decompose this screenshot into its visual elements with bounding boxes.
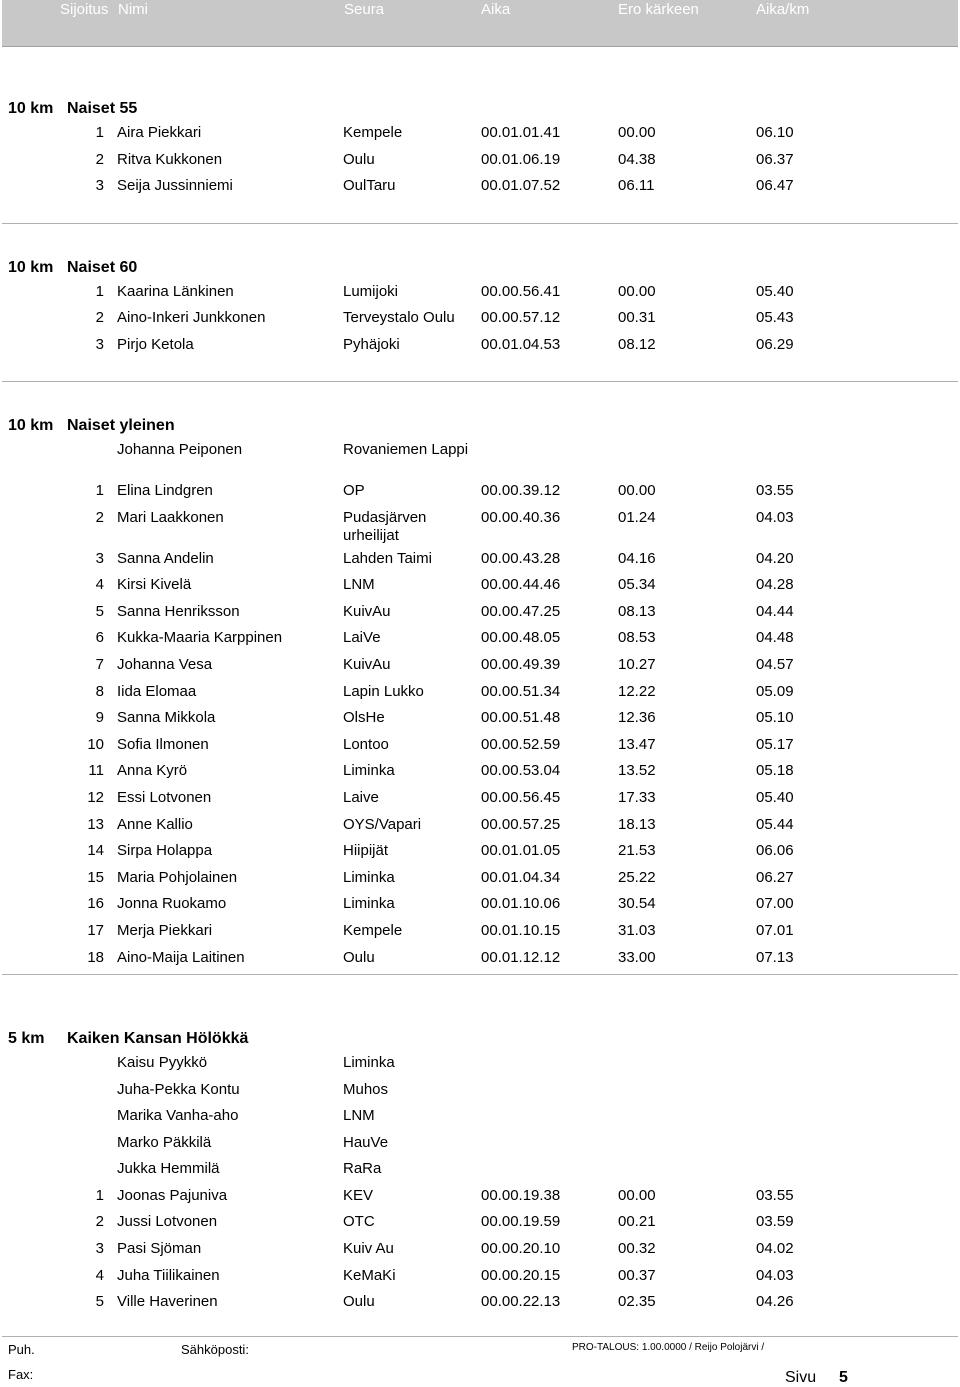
header-name: Nimi xyxy=(118,1,148,18)
cell-pace: 04.02 xyxy=(756,1240,794,1257)
cell-time: 00.00.20.10 xyxy=(481,1240,561,1257)
cell-name: Kaisu Pyykkö xyxy=(117,1054,208,1071)
cell-pace: 04.44 xyxy=(756,603,794,620)
cell-diff: 33.00 xyxy=(618,949,656,966)
cell-name: Sanna Mikkola xyxy=(117,709,216,726)
cell-rank: 4 xyxy=(95,576,104,593)
cell-pace: 05.44 xyxy=(756,816,794,833)
cell-diff: 30.54 xyxy=(618,895,656,912)
table-row xyxy=(0,842,960,868)
cell-rank: 6 xyxy=(95,629,104,646)
cell-club: Oulu xyxy=(343,1293,375,1310)
cell-club: RaRa xyxy=(343,1160,382,1177)
table-row xyxy=(0,124,960,150)
cell-club: Liminka xyxy=(343,762,395,779)
cell-diff: 13.47 xyxy=(618,736,656,753)
cell-time: 00.01.12.12 xyxy=(481,949,561,966)
cell-pace: 03.55 xyxy=(756,482,794,499)
header-pace: Aika/km xyxy=(756,1,810,18)
cell-diff: 08.13 xyxy=(618,603,656,620)
cell-name: Kukka-Maaria Karppinen xyxy=(117,629,283,646)
cell-name: Sirpa Holappa xyxy=(117,842,213,859)
cell-club: Pyhäjoki xyxy=(343,336,400,353)
cell-pace: 05.40 xyxy=(756,789,794,806)
cell-pace: 04.03 xyxy=(756,1267,794,1284)
cell-diff: 00.00 xyxy=(618,124,656,141)
cell-pace: 04.20 xyxy=(756,550,794,567)
cell-club: LaiVe xyxy=(343,629,381,646)
cell-diff: 04.16 xyxy=(618,550,656,567)
cell-rank: 15 xyxy=(87,869,104,886)
cell-name: Jussi Lotvonen xyxy=(117,1213,218,1230)
cell-diff: 10.27 xyxy=(618,656,656,673)
cell-club: Terveystalo Oulu xyxy=(343,309,455,326)
cell-club: Kempele xyxy=(343,922,403,939)
section-name: Kaiken Kansan Hölökkä xyxy=(67,1030,249,1047)
section-distance: 5 km xyxy=(8,1030,45,1047)
cell-time: 00.00.51.34 xyxy=(481,683,561,700)
cell-rank: 7 xyxy=(95,656,104,673)
cell-diff: 13.52 xyxy=(618,762,656,779)
cell-diff: 06.11 xyxy=(618,177,655,194)
cell-pace: 06.27 xyxy=(756,869,794,886)
phone-label: Puh. xyxy=(8,1342,35,1357)
cell-pace: 06.29 xyxy=(756,336,794,353)
cell-time: 00.00.56.41 xyxy=(481,283,561,300)
cell-diff: 02.35 xyxy=(618,1293,656,1310)
cell-club: OYS/Vapari xyxy=(343,816,422,833)
cell-rank: 2 xyxy=(95,309,104,326)
cell-time: 00.00.22.13 xyxy=(481,1293,561,1310)
cell-rank: 1 xyxy=(95,482,104,499)
cell-rank: 5 xyxy=(95,1293,104,1310)
cell-pace: 05.43 xyxy=(756,309,794,326)
cell-club: KEV xyxy=(343,1187,374,1204)
software-info: PRO-TALOUS: 1.00.0000 / Reijo Polojärvi / xyxy=(572,1342,765,1353)
cell-time: 00.00.20.15 xyxy=(481,1267,561,1284)
cell-time: 00.01.06.19 xyxy=(481,151,561,168)
cell-name: Sanna Andelin xyxy=(117,550,214,567)
cell-pace: 04.57 xyxy=(756,656,794,673)
cell-time: 00.00.43.28 xyxy=(481,550,561,567)
cell-club: Kuiv Au xyxy=(343,1240,394,1257)
cell-pace: 07.13 xyxy=(756,949,794,966)
cell-rank: 2 xyxy=(95,1213,104,1230)
cell-pace: 06.47 xyxy=(756,177,794,194)
cell-time: 00.00.51.48 xyxy=(481,709,561,726)
cell-diff: 08.12 xyxy=(618,336,656,353)
section-name: Naiset 60 xyxy=(67,259,138,276)
cell-club: Kempele xyxy=(343,124,403,141)
cell-club: Laive xyxy=(343,789,379,806)
table-row xyxy=(0,869,960,895)
header-rank: Sijoitus xyxy=(60,1,109,18)
cell-pace: 07.01 xyxy=(756,922,794,939)
table-row xyxy=(0,1187,960,1213)
table-row xyxy=(0,441,960,467)
cell-time: 00.01.01.41 xyxy=(481,124,561,141)
cell-name: Joonas Pajuniva xyxy=(117,1187,228,1204)
cell-pace: 07.00 xyxy=(756,895,794,912)
cell-rank: 18 xyxy=(87,949,104,966)
cell-pace: 06.37 xyxy=(756,151,794,168)
section-distance: 10 km xyxy=(8,417,54,434)
cell-pace: 04.26 xyxy=(756,1293,794,1310)
page-number: 5 xyxy=(839,1369,848,1386)
cell-club: Rovaniemen Lappi xyxy=(343,441,469,458)
cell-time: 00.00.40.36 xyxy=(481,509,561,526)
cell-name: Elina Lindgren xyxy=(117,482,213,499)
cell-time: 00.01.10.06 xyxy=(481,895,561,912)
table-row xyxy=(0,1293,960,1319)
table-row xyxy=(0,762,960,788)
cell-pace: 05.10 xyxy=(756,709,794,726)
cell-name: Marko Päkkilä xyxy=(117,1134,212,1151)
cell-rank: 1 xyxy=(95,283,104,300)
footer-divider xyxy=(2,1336,958,1337)
section-name: Naiset 55 xyxy=(67,100,138,117)
table-row xyxy=(0,1267,960,1293)
table-row xyxy=(0,709,960,735)
cell-diff: 00.00 xyxy=(618,482,656,499)
cell-time: 00.00.19.38 xyxy=(481,1187,561,1204)
cell-pace: 03.59 xyxy=(756,1213,794,1230)
table-row xyxy=(0,949,960,975)
cell-time: 00.00.49.39 xyxy=(481,656,561,673)
cell-rank: 16 xyxy=(87,895,104,912)
cell-time: 00.00.19.59 xyxy=(481,1213,561,1230)
cell-name: Pasi Sjöman xyxy=(117,1240,202,1257)
cell-diff: 17.33 xyxy=(618,789,656,806)
cell-rank: 3 xyxy=(95,550,104,567)
cell-club: OP xyxy=(343,482,365,499)
cell-pace: 04.28 xyxy=(756,576,794,593)
cell-name: Jukka Hemmilä xyxy=(117,1160,220,1177)
cell-rank: 3 xyxy=(95,336,104,353)
cell-diff: 00.37 xyxy=(618,1267,656,1284)
table-row xyxy=(0,736,960,762)
cell-club: KuivAu xyxy=(343,656,391,673)
cell-club: Liminka xyxy=(343,895,395,912)
cell-diff: 31.03 xyxy=(618,922,656,939)
cell-rank: 1 xyxy=(95,1187,104,1204)
cell-club: KeMaKi xyxy=(343,1267,396,1284)
header-time: Aika xyxy=(481,1,511,18)
cell-name: Anne Kallio xyxy=(117,816,193,833)
cell-diff: 18.13 xyxy=(618,816,656,833)
table-row xyxy=(0,1240,960,1266)
cell-pace: 03.55 xyxy=(756,1187,794,1204)
table-row xyxy=(0,789,960,815)
cell-time: 00.00.47.25 xyxy=(481,603,561,620)
cell-club: Hiipijät xyxy=(343,842,389,859)
cell-rank: 8 xyxy=(95,683,104,700)
cell-name: Aino-Inkeri Junkkonen xyxy=(117,309,266,326)
cell-rank: 13 xyxy=(87,816,104,833)
cell-pace: 05.40 xyxy=(756,283,794,300)
cell-club: Lumijoki xyxy=(343,283,399,300)
cell-rank: 10 xyxy=(87,736,104,753)
cell-name: Merja Piekkari xyxy=(117,922,213,939)
cell-pace: 04.48 xyxy=(756,629,794,646)
section-distance: 10 km xyxy=(8,100,54,117)
table-row xyxy=(0,576,960,602)
section-distance: 10 km xyxy=(8,259,54,276)
cell-name: Kaarina Länkinen xyxy=(117,283,234,300)
table-row xyxy=(0,177,960,203)
cell-name: Johanna Vesa xyxy=(117,656,213,673)
cell-club: Oulu xyxy=(343,949,375,966)
table-row xyxy=(0,151,960,177)
cell-diff: 00.21 xyxy=(618,1213,656,1230)
table-row xyxy=(0,1160,960,1186)
cell-diff: 08.53 xyxy=(618,629,656,646)
cell-diff: 12.22 xyxy=(618,683,656,700)
page-footer xyxy=(0,1336,960,1386)
cell-pace: 05.17 xyxy=(756,736,794,753)
cell-rank: 4 xyxy=(95,1267,104,1284)
cell-time: 00.00.48.05 xyxy=(481,629,561,646)
table-row xyxy=(0,895,960,921)
table-row xyxy=(0,1054,960,1080)
email-label: Sähköposti: xyxy=(181,1342,249,1357)
cell-pace: 06.06 xyxy=(756,842,794,859)
cell-name: Iida Elomaa xyxy=(117,683,197,700)
table-row xyxy=(0,683,960,709)
cell-time: 00.00.39.12 xyxy=(481,482,561,499)
cell-rank: 14 xyxy=(87,842,104,859)
cell-name: Seija Jussinniemi xyxy=(117,177,233,194)
cell-name: Juha Tiilikainen xyxy=(117,1267,220,1284)
cell-club: HauVe xyxy=(343,1134,389,1151)
cell-diff: 04.38 xyxy=(618,151,656,168)
table-row xyxy=(0,629,960,655)
section-divider xyxy=(2,381,958,382)
cell-time: 00.00.56.45 xyxy=(481,789,561,806)
page-label: Sivu xyxy=(785,1369,817,1386)
table-row xyxy=(0,283,960,309)
cell-time: 00.00.57.12 xyxy=(481,309,561,326)
cell-diff: 12.36 xyxy=(618,709,656,726)
cell-time: 00.01.01.05 xyxy=(481,842,561,859)
section-name: Naiset yleinen xyxy=(67,417,175,434)
cell-time: 00.00.53.04 xyxy=(481,762,561,779)
cell-diff: 21.53 xyxy=(618,842,656,859)
cell-name: Aira Piekkari xyxy=(117,124,202,141)
table-row xyxy=(0,482,960,508)
cell-name: Sofia Ilmonen xyxy=(117,736,209,753)
cell-time: 00.00.52.59 xyxy=(481,736,561,753)
cell-diff: 00.00 xyxy=(618,283,656,300)
cell-name: Maria Pohjolainen xyxy=(117,869,238,886)
cell-time: 00.01.04.53 xyxy=(481,336,561,353)
cell-club: LNM xyxy=(343,1107,375,1124)
table-row xyxy=(0,656,960,682)
cell-club: Pudasjärven urheilijat xyxy=(343,509,427,544)
cell-club: Muhos xyxy=(343,1081,389,1098)
cell-club: Lapin Lukko xyxy=(343,683,424,700)
cell-name: Marika Vanha-aho xyxy=(117,1107,239,1124)
cell-diff: 00.32 xyxy=(618,1240,656,1257)
cell-club: Lahden Taimi xyxy=(343,550,432,567)
cell-club: Oulu xyxy=(343,151,375,168)
cell-club: OTC xyxy=(343,1213,375,1230)
cell-name: Ville Haverinen xyxy=(117,1293,218,1310)
cell-diff: 05.34 xyxy=(618,576,656,593)
table-row xyxy=(0,1213,960,1239)
cell-time: 00.01.07.52 xyxy=(481,177,561,194)
cell-diff: 00.00 xyxy=(618,1187,656,1204)
cell-rank: 3 xyxy=(95,177,104,194)
cell-diff: 00.31 xyxy=(618,309,656,326)
cell-name: Essi Lotvonen xyxy=(117,789,212,806)
cell-rank: 3 xyxy=(95,1240,104,1257)
cell-name: Jonna Ruokamo xyxy=(117,895,227,912)
cell-time: 00.00.44.46 xyxy=(481,576,561,593)
header-diff: Ero kärkeen xyxy=(618,1,699,18)
cell-name: Juha-Pekka Kontu xyxy=(117,1081,240,1098)
cell-pace: 04.03 xyxy=(756,509,794,526)
cell-rank: 17 xyxy=(87,922,104,939)
cell-rank: 1 xyxy=(95,124,104,141)
cell-club: KuivAu xyxy=(343,603,391,620)
cell-club: OulTaru xyxy=(343,177,396,194)
fax-label: Fax: xyxy=(8,1367,34,1382)
cell-time: 00.01.10.15 xyxy=(481,922,561,939)
cell-name: Johanna Peiponen xyxy=(117,441,243,458)
cell-pace: 06.10 xyxy=(756,124,794,141)
cell-name: Kirsi Kivelä xyxy=(117,576,192,593)
cell-club: Lontoo xyxy=(343,736,389,753)
section-divider xyxy=(2,223,958,224)
cell-pace: 05.09 xyxy=(756,683,794,700)
table-row xyxy=(0,309,960,335)
cell-rank: 11 xyxy=(88,762,104,779)
cell-rank: 2 xyxy=(95,509,104,526)
cell-name: Pirjo Ketola xyxy=(117,336,194,353)
table-row xyxy=(0,1107,960,1133)
table-row xyxy=(0,336,960,362)
cell-time: 00.01.04.34 xyxy=(481,869,561,886)
cell-name: Sanna Henriksson xyxy=(117,603,240,620)
table-row xyxy=(0,509,960,544)
table-row xyxy=(0,550,960,576)
table-row xyxy=(0,1081,960,1107)
table-row xyxy=(0,922,960,948)
cell-rank: 2 xyxy=(95,151,104,168)
cell-club: Liminka xyxy=(343,869,395,886)
cell-name: Aino-Maija Laitinen xyxy=(117,949,245,966)
cell-club: Liminka xyxy=(343,1054,395,1071)
cell-rank: 12 xyxy=(87,789,104,806)
cell-name: Mari Laakkonen xyxy=(117,509,224,526)
cell-rank: 9 xyxy=(95,709,104,726)
table-row xyxy=(0,603,960,629)
cell-diff: 01.24 xyxy=(618,509,656,526)
cell-rank: 5 xyxy=(95,603,104,620)
cell-name: Anna Kyrö xyxy=(117,762,188,779)
section-divider xyxy=(2,974,958,975)
table-row xyxy=(0,816,960,842)
column-header-bar xyxy=(2,0,958,47)
cell-diff: 25.22 xyxy=(618,869,656,886)
cell-name: Ritva Kukkonen xyxy=(117,151,223,168)
cell-pace: 05.18 xyxy=(756,762,794,779)
header-club: Seura xyxy=(344,1,385,18)
cell-club: OlsHe xyxy=(343,709,385,726)
cell-time: 00.00.57.25 xyxy=(481,816,561,833)
cell-club: LNM xyxy=(343,576,375,593)
table-row xyxy=(0,1134,960,1160)
